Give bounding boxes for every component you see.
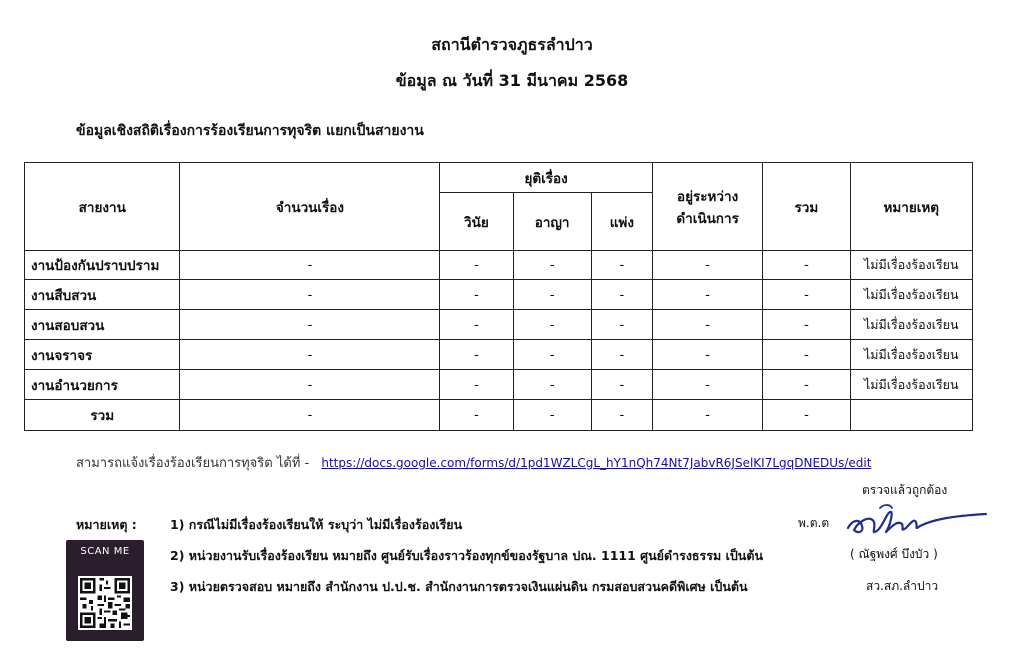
row-total: -: [763, 251, 850, 280]
complaint-stats-table: [24, 162, 973, 431]
report-form-link[interactable]: https://docs.google.com/forms/d/1pd1WZLCgL_hY1nQh74Nt7JabvR6JSelKI7LgqDNEDUs/edit: [321, 456, 872, 470]
row-criminal: -: [513, 340, 591, 370]
total-row-civil: -: [591, 400, 652, 431]
table-total-row: [25, 400, 973, 431]
data-date: ข้อมูล ณ วันที่ 31 มีนาคม 2568: [395, 71, 629, 90]
qr-code-icon: [78, 576, 132, 630]
table-row: [25, 280, 973, 310]
row-unit: งานสืบสวน: [25, 280, 180, 310]
row-count: -: [180, 251, 440, 280]
header-count: จำนวนเรื่อง: [180, 163, 440, 251]
row-in-progress: -: [652, 280, 762, 310]
header-unit: สายงาน: [25, 163, 180, 251]
row-unit: งานป้องกันปราบปราม: [25, 251, 180, 280]
row-unit: งานจราจร: [25, 340, 180, 370]
row-discipline: -: [440, 310, 513, 340]
row-criminal: -: [513, 251, 591, 280]
row-discipline: -: [440, 251, 513, 280]
row-unit: งานอำนวยการ: [25, 370, 180, 400]
report-line: [76, 452, 871, 473]
row-civil: -: [591, 280, 652, 310]
total-row-count: -: [180, 400, 440, 431]
row-discipline: -: [440, 340, 513, 370]
row-note: ไม่มีเรื่องร้องเรียน: [850, 280, 972, 310]
total-row-discipline: -: [440, 400, 513, 431]
total-row-in-progress: -: [652, 400, 762, 431]
row-total: -: [763, 280, 850, 310]
header-total: รวม: [763, 163, 850, 251]
police-rank-abbr: พ.ต.ต: [798, 516, 830, 530]
total-row-label: รวม: [25, 400, 180, 431]
table-row: [25, 340, 973, 370]
header-civil: แพ่ง: [591, 193, 652, 251]
row-total: -: [763, 340, 850, 370]
table-row: [25, 310, 973, 340]
row-count: -: [180, 340, 440, 370]
scan-me-label: SCAN ME: [80, 546, 130, 557]
row-in-progress: -: [652, 251, 762, 280]
row-count: -: [180, 370, 440, 400]
total-row-total: -: [763, 400, 850, 431]
row-note: ไม่มีเรื่องร้องเรียน: [850, 310, 972, 340]
header-in-progress-line1: อยู่ระหว่าง: [677, 188, 739, 205]
verified-label: ตรวจแล้วถูกต้อง: [862, 483, 948, 497]
station-title: สถานีตำรวจภูธรลำปาว: [431, 35, 593, 54]
remark-item: 3) หน่วยตรวจสอบ หมายถึง สำนักงาน ป.ป.ช. สำนักงานการตรวจเงินแผ่นดิน กรมสอบสวนคดีพิเศษ เป็นต้น: [170, 579, 748, 594]
row-note: ไม่มีเรื่องร้องเรียน: [850, 340, 972, 370]
row-total: -: [763, 370, 850, 400]
table-row: [25, 370, 973, 400]
row-note: ไม่มีเรื่องร้องเรียน: [850, 370, 972, 400]
remarks-label: หมายเหตุ :: [76, 517, 137, 532]
remark-item: 1) กรณีไม่มีเรื่องร้องเรียนให้ ระบุว่า ไม่มีเรื่องร้องเรียน: [170, 517, 463, 532]
header-concluded: ยุติเรื่อง: [440, 163, 653, 193]
row-in-progress: -: [652, 370, 762, 400]
row-civil: -: [591, 251, 652, 280]
total-row-criminal: -: [513, 400, 591, 431]
row-unit: งานสอบสวน: [25, 310, 180, 340]
row-count: -: [180, 280, 440, 310]
row-civil: -: [591, 340, 652, 370]
officer-position: สว.สภ.ลำปาว: [866, 579, 939, 593]
table-row: [25, 251, 973, 280]
header-in-progress: [652, 163, 762, 251]
row-in-progress: -: [652, 340, 762, 370]
row-criminal: -: [513, 370, 591, 400]
row-criminal: -: [513, 310, 591, 340]
header-criminal: อาญา: [513, 193, 591, 251]
header-discipline: วินัย: [440, 193, 513, 251]
report-text: สามารถแจ้งเรื่องร้องเรียนการทุจริต ได้ที่ -: [76, 456, 310, 471]
row-note: ไม่มีเรื่องร้องเรียน: [850, 251, 972, 280]
row-discipline: -: [440, 280, 513, 310]
header-note: หมายเหตุ: [850, 163, 972, 251]
officer-name: ( ณัฐพงศ์ บึงบัว ): [850, 547, 938, 561]
row-discipline: -: [440, 370, 513, 400]
section-title: ข้อมูลเชิงสถิติเรื่องการร้องเรียนการทุจริต แยกเป็นสายงาน: [76, 123, 424, 139]
row-count: -: [180, 310, 440, 340]
signature-icon: [840, 500, 990, 540]
remark-item: 2) หน่วยงานรับเรื่องร้องเรียน หมายถึง ศูนย์รับเรื่องราวร้องทุกข์ของรัฐบาล ปณ. 1111 ศูนย์ดำรงธรรม เป็นต้น: [170, 548, 763, 563]
header-in-progress-line2: ดำเนินการ: [676, 210, 739, 227]
total-row-note: [850, 400, 972, 431]
row-civil: -: [591, 370, 652, 400]
row-criminal: -: [513, 280, 591, 310]
qr-scan-box[interactable]: [66, 540, 144, 641]
row-total: -: [763, 310, 850, 340]
row-in-progress: -: [652, 310, 762, 340]
row-civil: -: [591, 310, 652, 340]
